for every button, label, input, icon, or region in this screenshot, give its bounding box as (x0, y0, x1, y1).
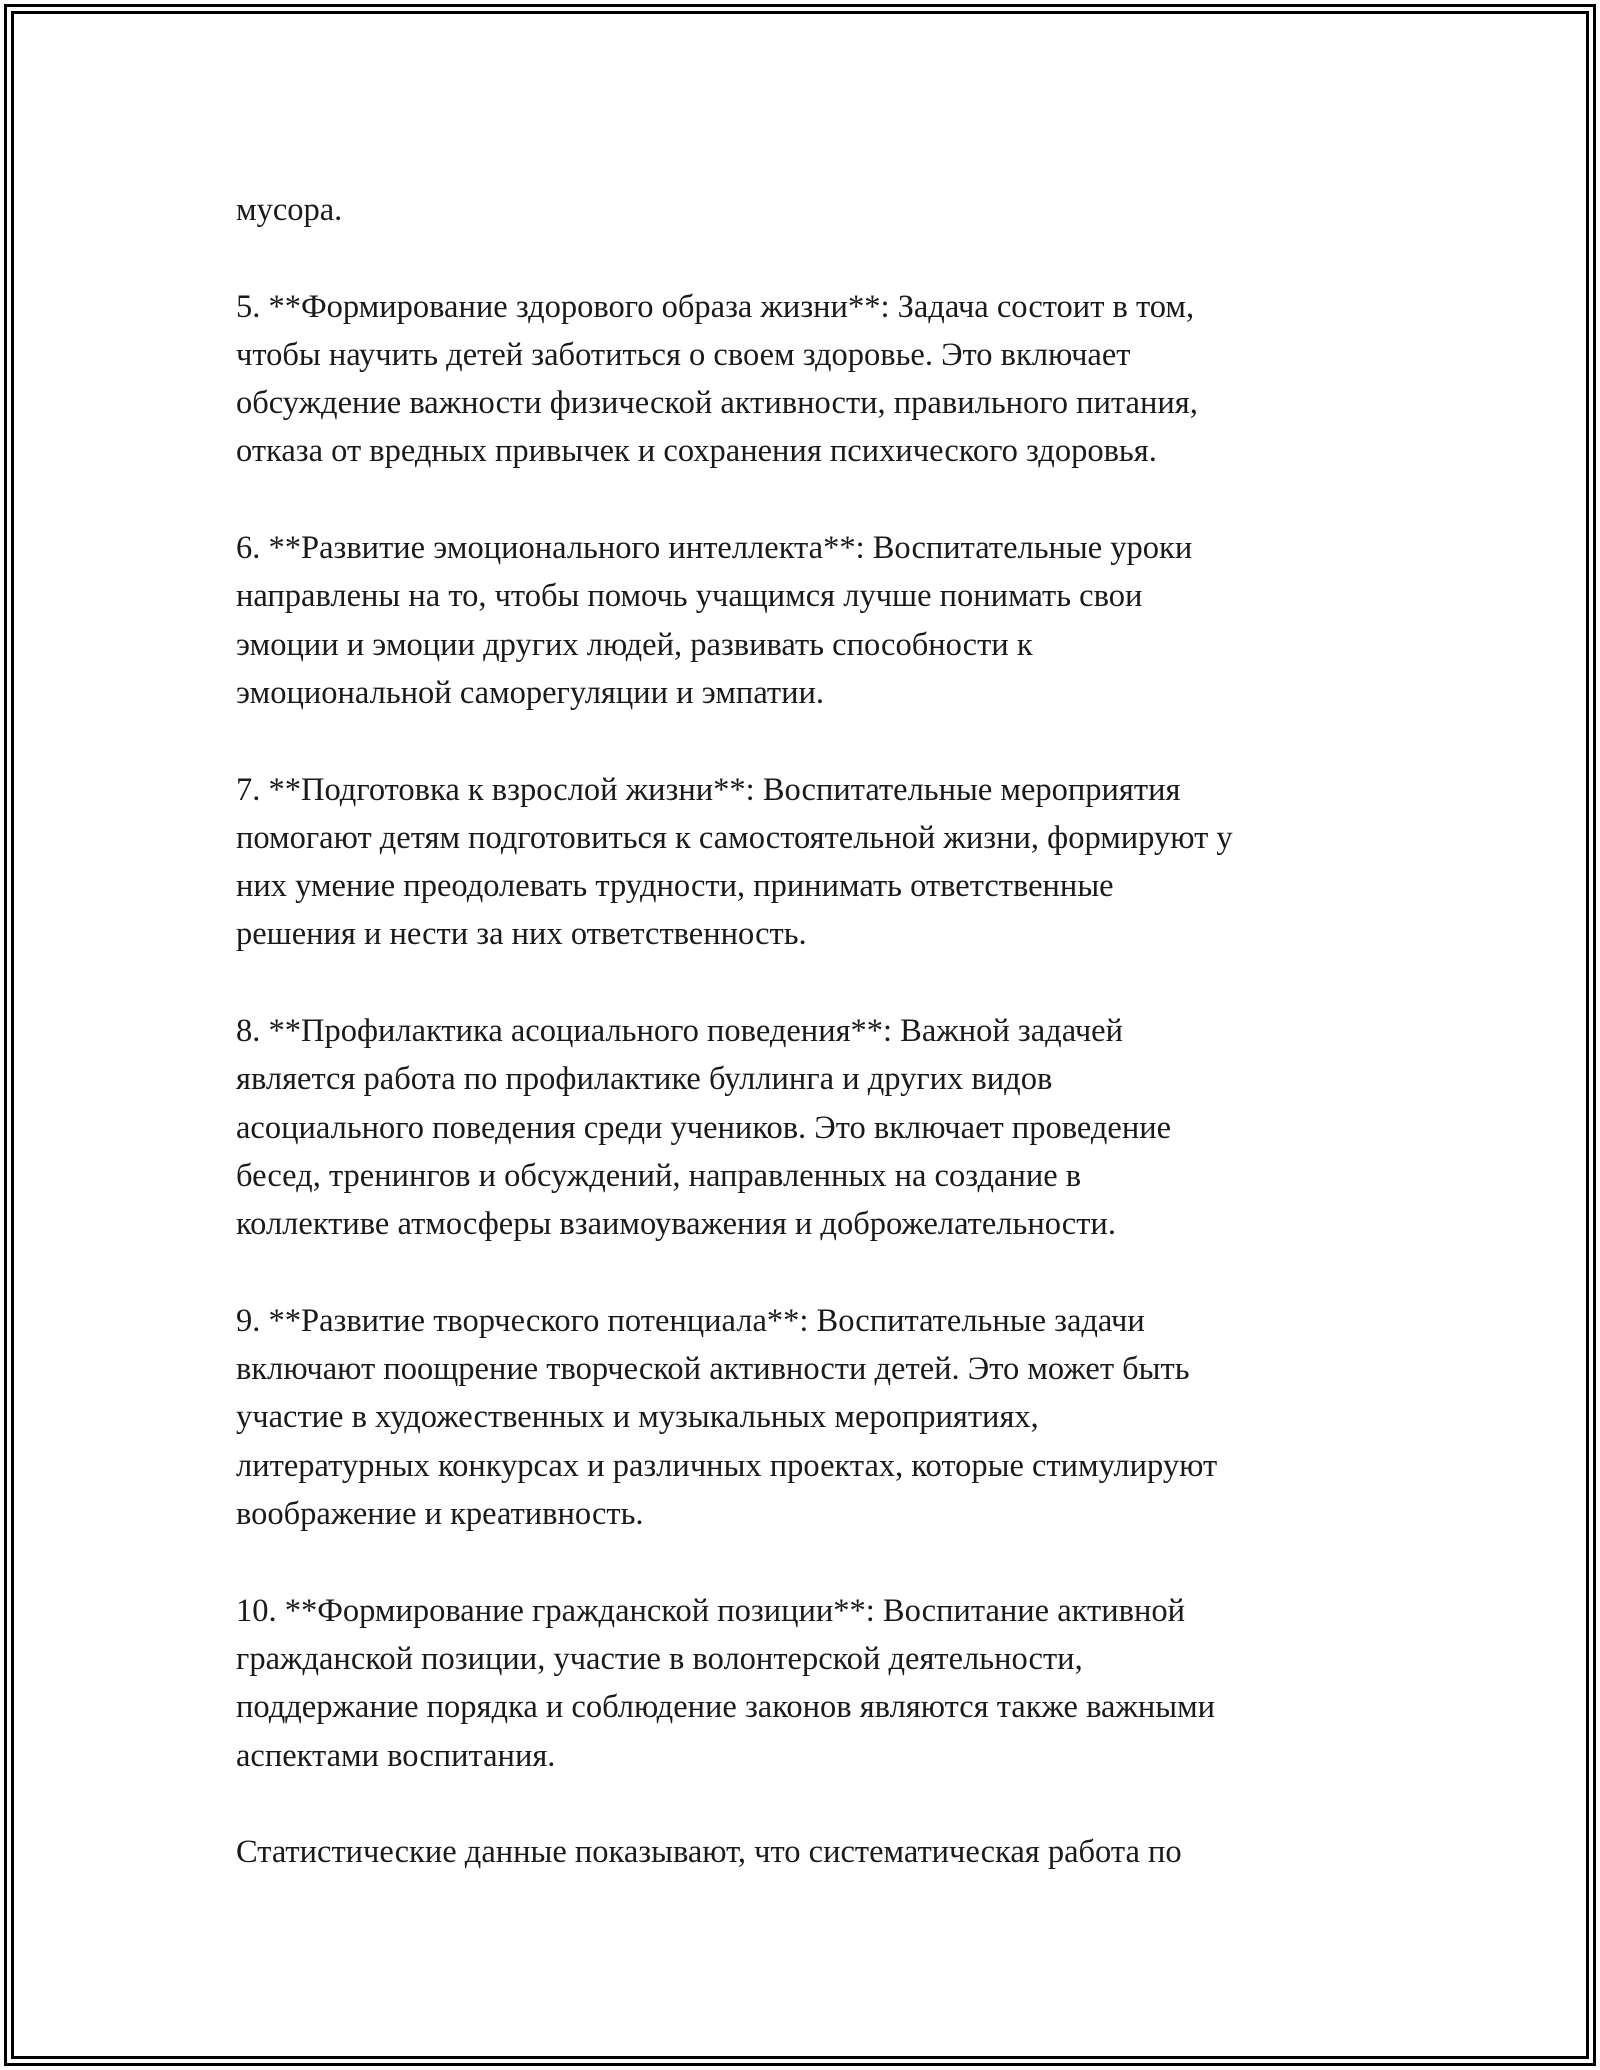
text-line: поддержание порядка и соблюдение законов являются также важными (236, 1689, 1216, 1726)
text-line: них умение преодолевать трудности, принимать ответственные (236, 868, 1114, 905)
text-line: литературных конкурсах и различных проектах, которые стимулируют (236, 1447, 1218, 1484)
text-line: асоциального поведения среди учеников. Это включает проведение (236, 1109, 1172, 1146)
text-line: аспектами воспитания. (236, 1737, 556, 1774)
text-line: 8. **Профилактика асоциального поведения**: Важной задачей (236, 1013, 1123, 1050)
paragraph (236, 1587, 1396, 1780)
text-line: мусора. (236, 192, 343, 228)
paragraph (236, 1828, 1396, 1876)
text-line: 9. **Развитие творческого потенциала**: Воспитательные задачи (236, 1302, 1145, 1339)
text-line: эмоциональной саморегуляции и эмпатии. (236, 674, 825, 711)
paragraph (236, 186, 1396, 234)
text-line: помогают детям подготовиться к самостоятельной жизни, формируют у (236, 819, 1233, 856)
text-line: включают поощрение творческой активности детей. Это может быть (236, 1351, 1190, 1388)
paragraph (236, 1297, 1396, 1538)
text-line: чтобы научить детей заботиться о своем здоровье. Это включает (236, 336, 1131, 373)
text-line: отказа от вредных привычек и сохранения психического здоровья. (236, 433, 1157, 470)
paragraph (236, 1007, 1396, 1248)
text-line: 10. **Формирование гражданской позиции**: Воспитание активной (236, 1592, 1185, 1629)
text-line: решения и нести за них ответственность. (236, 916, 807, 953)
document-body (236, 186, 1396, 1925)
paragraph (236, 766, 1396, 959)
text-line: направлены на то, чтобы помочь учащимся лучше понимать свои (236, 578, 1143, 615)
text-line: бесед, тренингов и обсуждений, направленных на создание в (236, 1157, 1082, 1194)
text-line: 6. **Развитие эмоционального интеллекта**: Воспитательные уроки (236, 530, 1193, 567)
paragraph (236, 283, 1396, 476)
text-line: эмоции и эмоции других людей, развивать способности к (236, 626, 1033, 663)
paragraph (236, 524, 1396, 717)
text-line: воображение и креативность. (236, 1496, 644, 1533)
text-line: участие в художественных и музыкальных мероприятиях, (236, 1399, 1039, 1436)
text-line: Статистические данные показывают, что систематическая работа по (236, 1834, 1182, 1871)
text-line: 7. **Подготовка к взрослой жизни**: Воспитательные мероприятия (236, 771, 1181, 808)
text-line: обсуждение важности физической активности, правильного питания, (236, 385, 1198, 422)
text-line: коллективе атмосферы взаимоуважения и доброжелательности. (236, 1206, 1116, 1243)
text-line: гражданской позиции, участие в волонтерской деятельности, (236, 1640, 1083, 1677)
text-line: 5. **Формирование здорового образа жизни**: Задача состоит в том, (236, 288, 1195, 325)
text-line: является работа по профилактике буллинга и других видов (236, 1061, 1053, 1098)
